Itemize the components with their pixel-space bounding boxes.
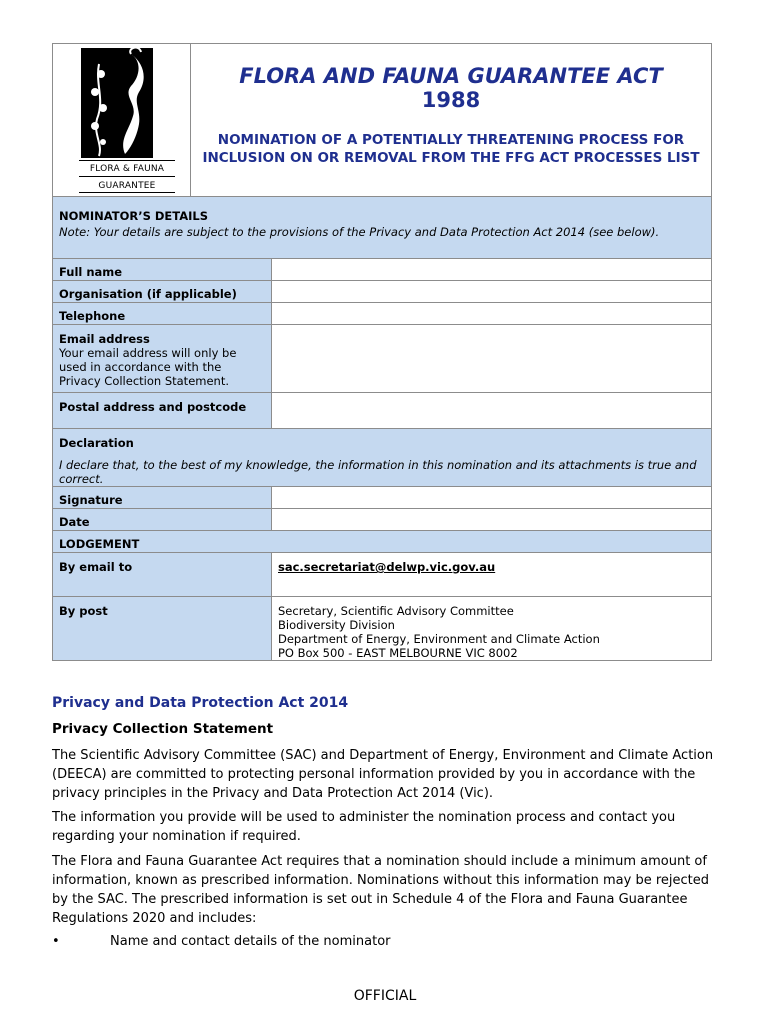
- email-row: [53, 325, 712, 393]
- nominator-note: Note: Your details are subject to the provisions of the Privacy and Data Protection Act 2014 (see below).: [59, 225, 660, 239]
- title-line1: FLORA AND FAUNA GUARANTEE ACT: [239, 64, 663, 88]
- privacy-paragraph-2: The information you provide will be used to administer the nomination process and contact you regarding your nomination if required.: [52, 810, 676, 844]
- post-line1: Secretary, Scientific Advisory Committee: [278, 604, 514, 618]
- nomination-form: [52, 43, 712, 661]
- postal-address: [272, 597, 712, 661]
- lodgement-post-label: By post: [53, 597, 272, 661]
- telephone-field[interactable]: [272, 303, 712, 325]
- lodgement-heading-row: [53, 531, 712, 553]
- email-field[interactable]: [272, 325, 712, 393]
- date-field[interactable]: [272, 509, 712, 531]
- lodgement-email-label: By email to: [53, 553, 272, 597]
- footer-classification: OFFICIAL: [353, 988, 417, 1004]
- declaration-text: I declare that, to the best of my knowledge, the information in this nomination and its attachments is true and correct.: [59, 458, 697, 486]
- logo-text-line2: GUARANTEE: [98, 181, 156, 191]
- lodgement-email-row: [53, 553, 712, 597]
- date-label: Date: [53, 509, 272, 531]
- nominator-heading: NOMINATOR’S DETAILS: [59, 209, 209, 223]
- lodgement-post-row: [53, 597, 712, 661]
- ffg-logo: [53, 44, 191, 196]
- logo-cell: [53, 44, 191, 197]
- title-cell: [191, 44, 712, 197]
- full-name-row: [53, 259, 712, 281]
- date-row: [53, 509, 712, 531]
- list-item: Name and contact details of the nominator: [110, 934, 391, 949]
- telephone-label: Telephone: [53, 303, 272, 325]
- secretariat-email-link[interactable]: sac.secretariat@delwp.vic.gov.au: [278, 560, 496, 574]
- organisation-row: [53, 281, 712, 303]
- post-line2: Biodiversity Division: [278, 618, 395, 632]
- post-line4: PO Box 500 - EAST MELBOURNE VIC 8002: [278, 646, 518, 660]
- postal-field[interactable]: [272, 393, 712, 429]
- bullet-icon: •: [52, 934, 60, 949]
- full-name-label: Full name: [53, 259, 272, 281]
- privacy-subheading: Privacy Collection Statement: [52, 721, 274, 737]
- signature-field[interactable]: [272, 487, 712, 509]
- lodgement-heading: LODGEMENT: [53, 531, 712, 553]
- email-note: Your email address will only be used in accordance with the Privacy Collection Statement.: [59, 346, 237, 388]
- telephone-row: [53, 303, 712, 325]
- organisation-label: Organisation (if applicable): [53, 281, 272, 303]
- post-line3: Department of Energy, Environment and Climate Action: [278, 632, 600, 646]
- signature-row: [53, 487, 712, 509]
- privacy-paragraph-1: The Scientific Advisory Committee (SAC) and Department of Energy, Environment and Climate Action (DEECA) are committed to protecting personal information provided by you in accordance with the privacy principles in the Privacy and Data Protection Act 2014 (Vic).: [52, 748, 714, 801]
- postal-row: [53, 393, 712, 429]
- flora-fauna-logo-icon: [81, 44, 153, 162]
- declaration-heading: Declaration: [59, 436, 134, 450]
- nominator-heading-row: [53, 197, 712, 259]
- email-label: Email address: [59, 332, 150, 346]
- full-name-field[interactable]: [272, 259, 712, 281]
- privacy-paragraph-3: The Flora and Fauna Guarantee Act requires that a nomination should include a minimum amount of information, known as prescribed information. Nominations without this information may be rejected by the SAC. The prescribed information is set out in Schedule 4 of the Flora and Fauna Guarantee Regulations 2020 and includes:: [52, 854, 709, 926]
- page-subtitle: NOMINATION OF A POTENTIALLY THREATENING PROCESS FOR INCLUSION ON OR REMOVAL FROM THE FFG ACT PROCESSES LIST: [202, 132, 700, 166]
- logo-text-line1: FLORA & FAUNA: [89, 164, 165, 174]
- signature-label: Signature: [53, 487, 272, 509]
- declaration-row: [53, 429, 712, 487]
- page-title: [197, 64, 705, 112]
- header-row: [53, 44, 712, 197]
- postal-label: Postal address and postcode: [53, 393, 272, 429]
- organisation-field[interactable]: [272, 281, 712, 303]
- title-line2: 1988: [421, 88, 481, 112]
- privacy-heading: Privacy and Data Protection Act 2014: [52, 695, 349, 711]
